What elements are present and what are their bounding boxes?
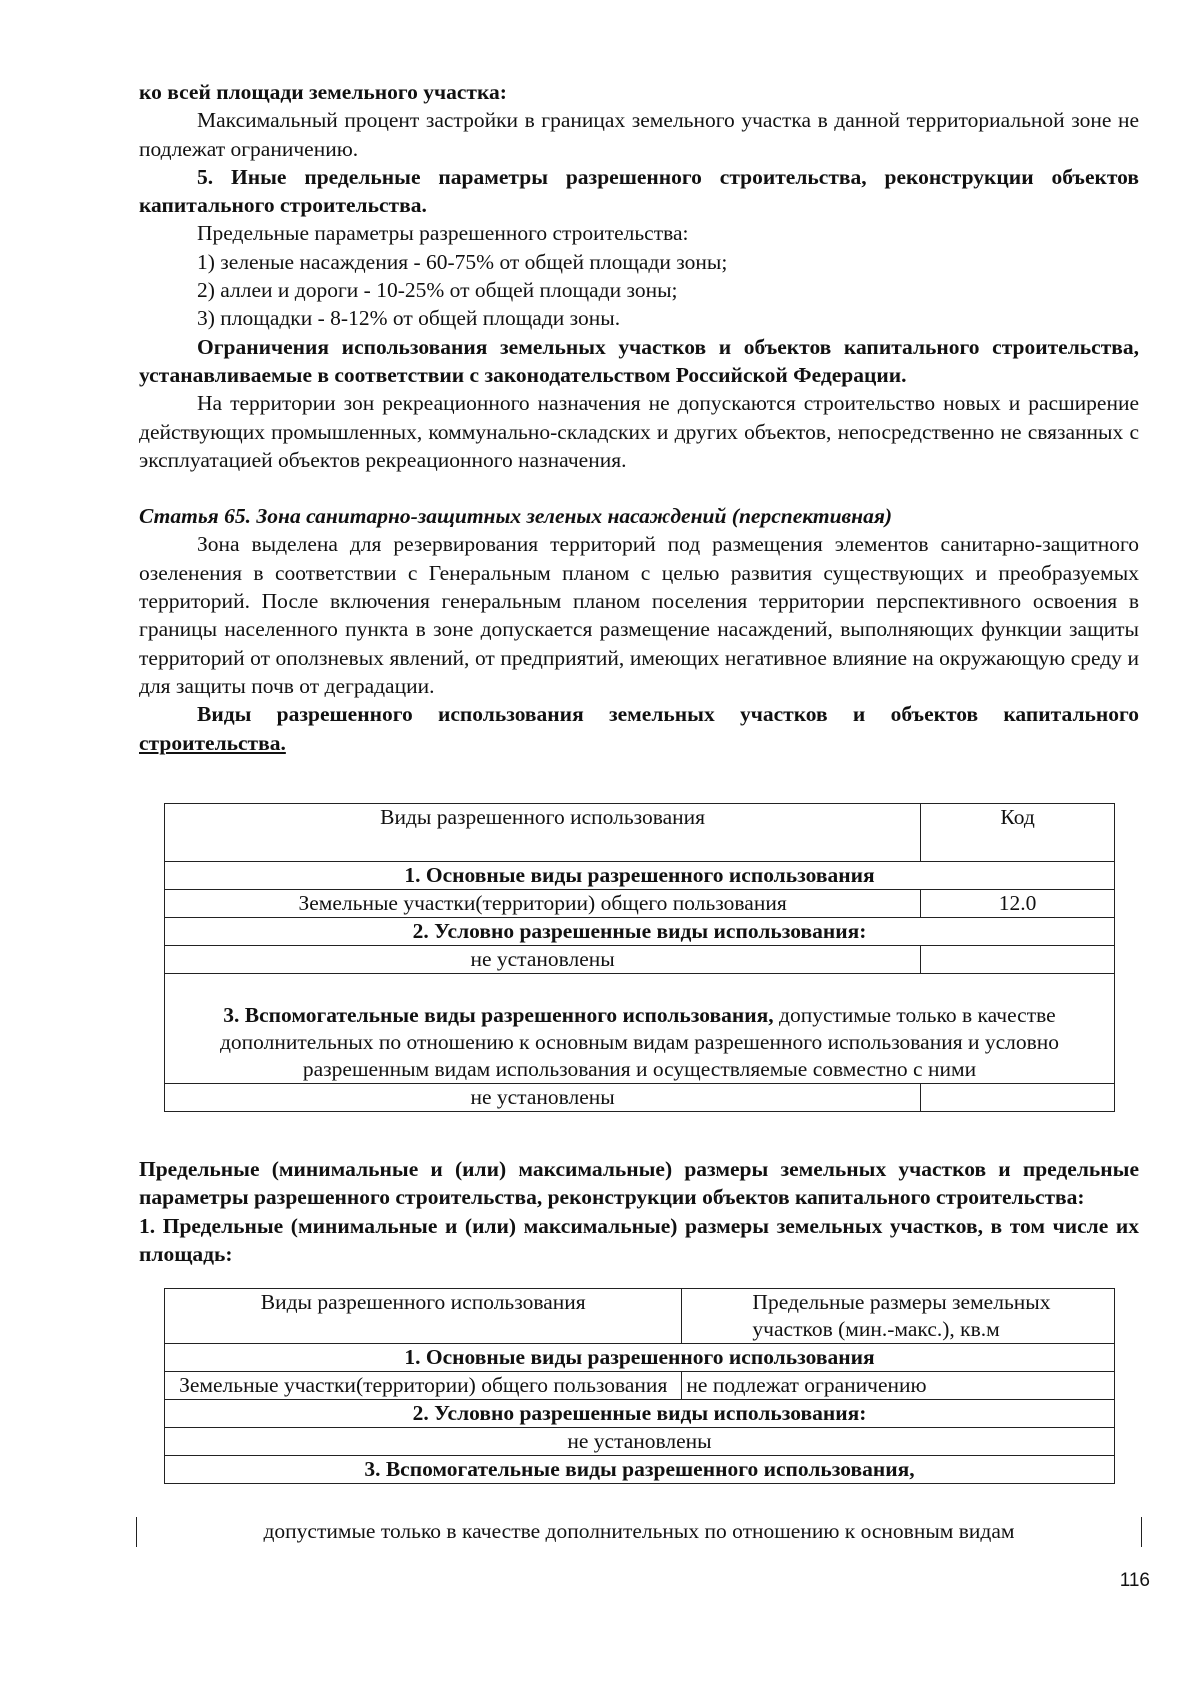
section-heading: Предельные (минимальные и (или) максимальные) размеры земельных участков и предельные параметры разрешенного строительства, реконструкции объектов капитального строительства: (139, 1157, 1139, 1210)
table-cell (921, 1084, 1115, 1112)
paragraph: Зона выделена для резервирования территорий под размещения элементов санитарно-защитного озеленения в соответствии с Генеральным планом с целью развития существующих и преобразуемых территорий. После включения генеральным планом поселения территории перспективного освоения в границы населенного пункта в зоне допускается размещение насаждений, выполняющих функции защиты территорий от оползневых явлений, от предприятий, имеющих негативное влияние на окружающую среду и для защиты почв от деградации. (139, 532, 1139, 698)
paragraph: На территории зон рекреационного назначения не допускаются строительство новых и расширение действующих промышленных, коммунально-складских и других объектов, непосредственно не связанных с эксплуатацией объектов рекреационного назначения. (139, 391, 1139, 472)
table-section: 2. Условно разрешенные виды использования: (165, 918, 1115, 946)
section-heading: 1. Предельные (минимальные и (или) максимальные) размеры земельных участков, в том числе их площадь: (139, 1213, 1139, 1266)
paragraph: Максимальный процент застройки в границах земельного участка в данной территориальной зоне не подлежат ограничению. (139, 108, 1139, 161)
table-cell: не установлены (165, 1428, 1115, 1456)
table-header: Предельные размеры земельных участков (мин.-макс.), кв.м (682, 1289, 1115, 1344)
section-heading: Виды разрешенного использования земельных участков и объектов капитального строительства. (139, 702, 1139, 755)
table-cell: Земельные участки(территории) общего пользования (165, 890, 921, 918)
document-body (139, 78, 1139, 757)
table-section: 3. Вспомогательные виды разрешенного использования, допустимые только в качестве дополнительных по отношению к основным видам разрешенного использования и условно разрешенным видам использования и осуществляемые совместно с ними (165, 974, 1115, 1084)
section-heading: 5. Иные предельные параметры разрешенного строительства, реконструкции объектов капитального строительства. (139, 164, 1139, 218)
size-limits-heading (139, 1155, 1139, 1268)
table-cell: не подлежат ограничению (682, 1372, 1115, 1400)
table-section: 1. Основные виды разрешенного использования (165, 862, 1115, 890)
table-cell (921, 946, 1115, 974)
paragraph: ко всей площади земельного участка: (139, 80, 507, 104)
list-item: 2) аллеи и дороги - 10-25% от общей площади зоны; (197, 278, 678, 303)
article-title: Статья 65. Зона санитарно-защитных зеленых насаждений (перспективная) (139, 504, 893, 529)
table-cell: не установлены (165, 946, 921, 974)
table-cell: Земельные участки(территории) общего пользования (165, 1372, 682, 1400)
table-header: Код (921, 804, 1115, 862)
table-header: Виды разрешенного использования (165, 1289, 682, 1344)
table-section: 1. Основные виды разрешенного использования (165, 1344, 1115, 1372)
table-section: 3. Вспомогательные виды разрешенного использования, (165, 1456, 1115, 1484)
paragraph: Предельные параметры разрешенного строительства: (197, 221, 689, 246)
table-section: 2. Условно разрешенные виды использования: (165, 1400, 1115, 1428)
table-header: Виды разрешенного использования (165, 804, 921, 862)
size-limits-table (164, 1288, 1115, 1484)
section-heading: Ограничения использования земельных участков и объектов капитального строительства, устанавливаемые в соответствии с законодательством Российской Федерации. (139, 334, 1139, 387)
permitted-use-table (164, 803, 1115, 1112)
table-continuation: допустимые только в качестве дополнительных по отношению к основным видам (136, 1517, 1142, 1547)
table-cell: 12.0 (921, 890, 1115, 918)
list-item: 1) зеленые насаждения - 60-75% от общей площади зоны; (197, 249, 728, 274)
table-cell: не установлены (165, 1084, 921, 1112)
list-item: 3) площадки - 8-12% от общей площади зоны. (197, 306, 621, 331)
page-number: 116 (1119, 1570, 1150, 1591)
